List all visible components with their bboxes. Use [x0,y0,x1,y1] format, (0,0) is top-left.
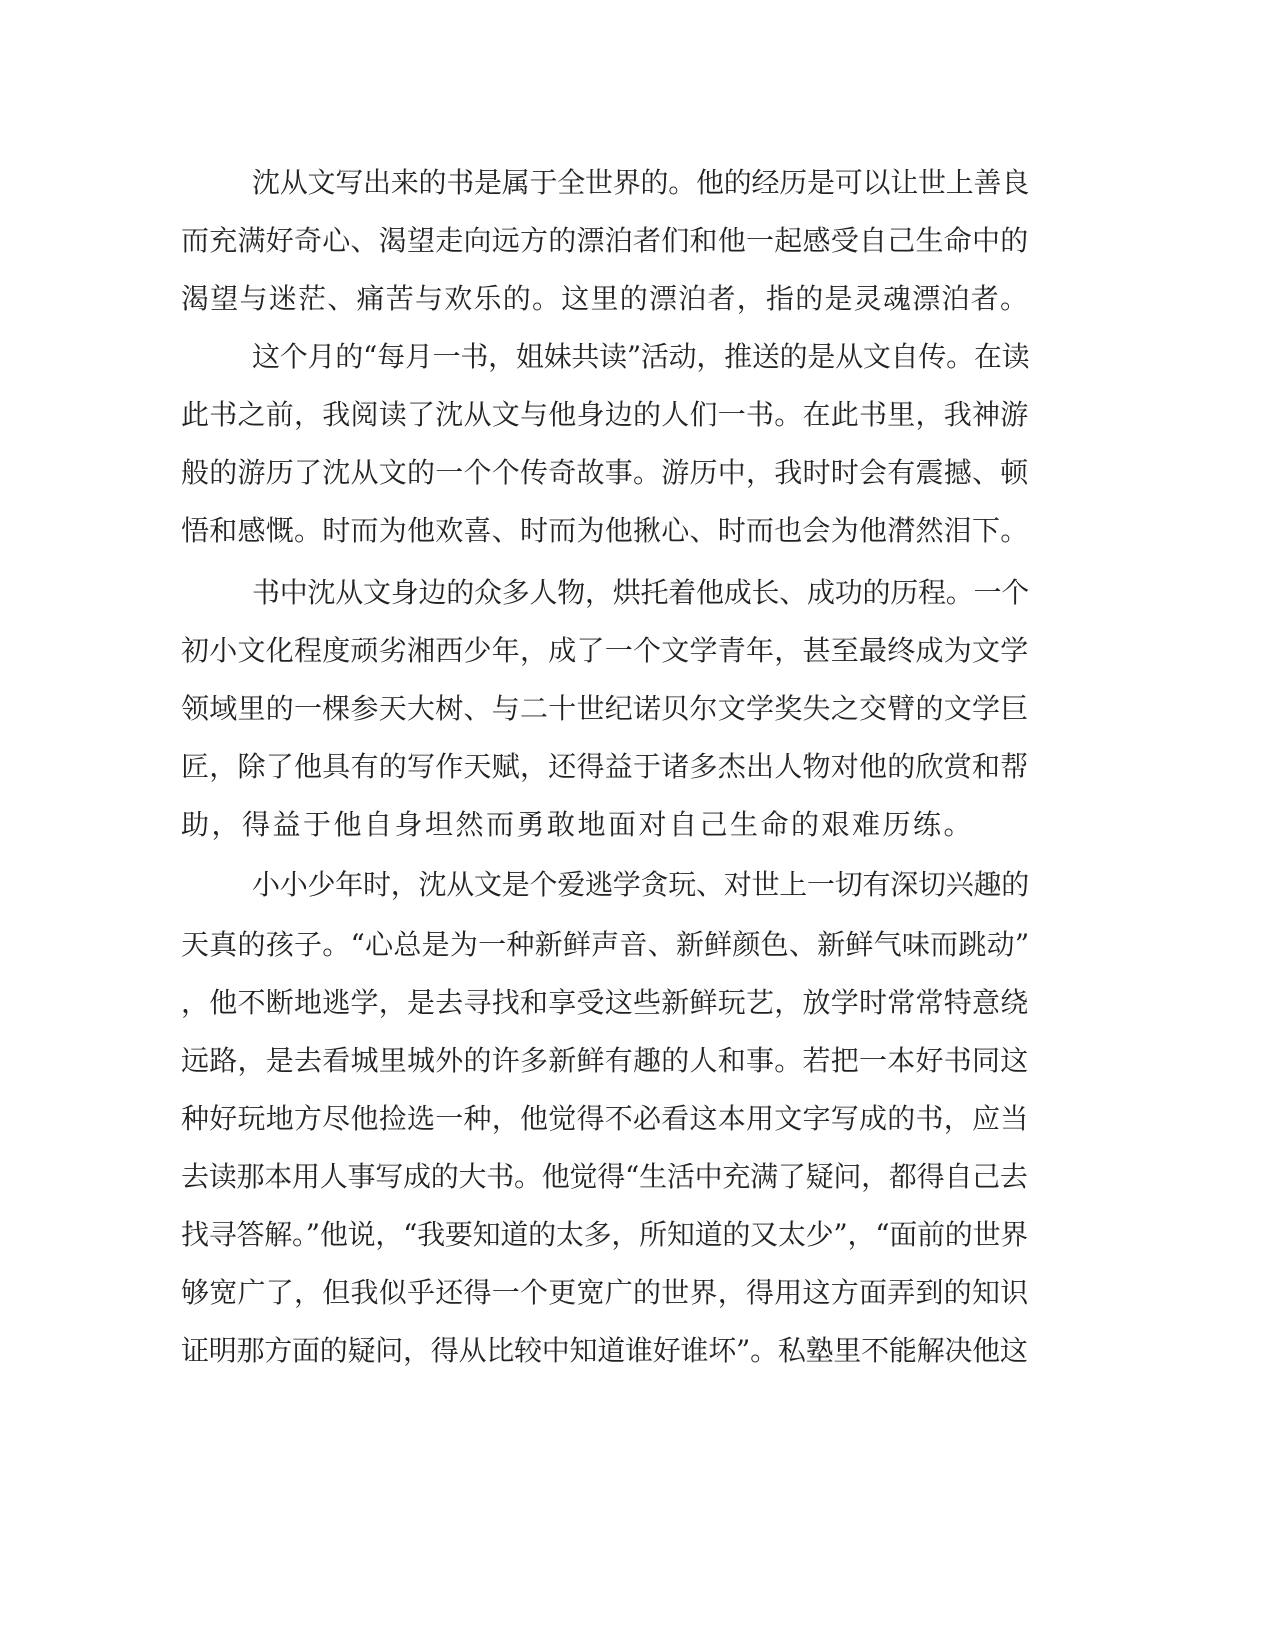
paragraph-3-line-1: 书中沈从文身边的众多人物，烘托着他成长、成功的历程。一个 [252,576,1030,609]
paragraph-2-line-4: 悟和感慨。时而为他欢喜、时而为他揪心、时而也会为他潸然泪下。 [181,514,1029,547]
paragraph-4-line-6: 去读那本用人事写成的大书。他觉得“生活中充满了疑问，都得自己去 [181,1160,1028,1193]
paragraph-4-line-7: 找寻答解。”他说，“我要知道的太多，所知道的又太少”，“面前的世界 [181,1218,1029,1251]
paragraph-4-line-5: 种好玩地方尽他捡选一种，他觉得不必看这本用文字写成的书，应当 [181,1102,1029,1135]
paragraph-1-line-3: 渴望与迷茫、痛苦与欢乐的。这里的漂泊者，指的是灵魂漂泊者。 [181,282,1030,315]
paragraph-3-line-3: 领域里的一棵参天大树、与二十世纪诺贝尔文学奖失之交臂的文学巨 [181,692,1029,725]
paragraph-2-line-2: 此书之前，我阅读了沈从文与他身边的人们一书。在此书里，我神游 [181,398,1029,431]
paragraph-1-line-1: 沈从文写出来的书是属于全世界的。他的经历是可以让世上善良 [252,166,1030,199]
paragraph-4-line-3: ，他不断地逃学，是去寻找和享受这些新鲜玩艺，放学时常常特意绕 [181,986,1029,1019]
paragraph-3-line-4: 匠，除了他具有的写作天赋，还得益于诸多杰出人物对他的欣赏和帮 [181,750,1029,783]
paragraph-4-line-1: 小小少年时，沈从文是个爱逃学贪玩、对世上一切有深切兴趣的 [252,868,1030,901]
paragraph-1-line-2: 而充满好奇心、渴望走向远方的漂泊者们和他一起感受自己生命中的 [181,224,1029,257]
paragraph-4-line-2: 天真的孩子。“心总是为一种新鲜声音、新鲜颜色、新鲜气味而跳动” [181,928,1030,961]
paragraph-4-line-4: 远路，是去看城里城外的许多新鲜有趣的人和事。若把一本好书同这 [181,1044,1029,1077]
paragraph-2-line-3: 般的游历了沈从文的一个个传奇故事。游历中，我时时会有震撼、顿 [181,456,1029,489]
paragraph-3-line-5: 助，得益于他自身坦然而勇敢地面对自己生命的艰难历练。 [181,808,975,841]
paragraph-3-line-2: 初小文化程度顽劣湘西少年，成了一个文学青年，甚至最终成为文学 [181,634,1029,667]
paragraph-4-line-9: 证明那方面的疑问，得从比较中知道谁好谁坏”。私塾里不能解决他这 [181,1334,1028,1367]
paragraph-4-line-8: 够宽广了，但我似乎还得一个更宽广的世界，得用这方面弄到的知识 [181,1276,1029,1309]
paragraph-2-line-1: 这个月的“每月一书，姐妹共读”活动，推送的是从文自传。在读 [252,340,1030,373]
